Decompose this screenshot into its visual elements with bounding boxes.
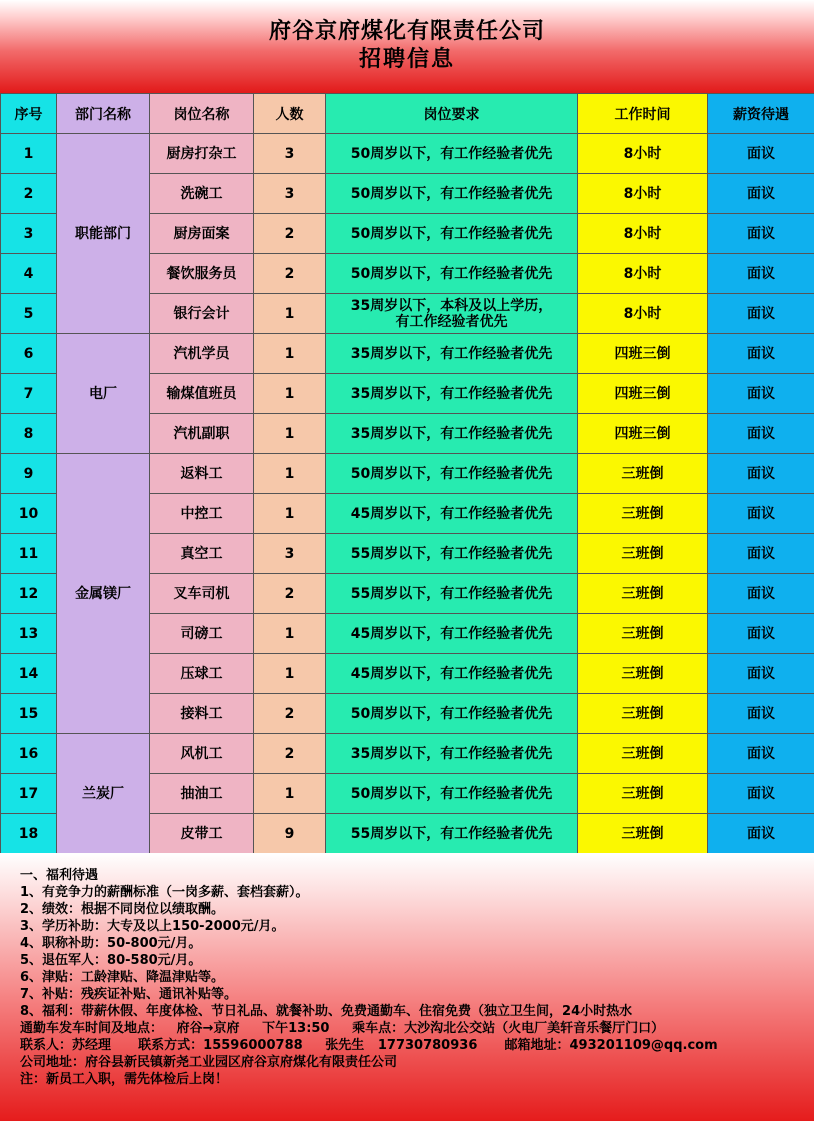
row-requirement: 45周岁以下，有工作经验者优先	[326, 654, 578, 694]
row-requirement: 50周岁以下，有工作经验者优先	[326, 694, 578, 734]
row-position: 中控工	[150, 494, 254, 534]
row-no: 11	[1, 534, 57, 574]
row-no: 5	[1, 294, 57, 334]
row-position: 厨房打杂工	[150, 134, 254, 174]
requirement-line-2: 有工作经验者优先	[395, 313, 508, 330]
row-no: 18	[1, 814, 57, 854]
benefit-line: 1、有竞争力的薪酬标准（一岗多薪、套档套薪）。	[20, 885, 309, 900]
row-salary: 面议	[708, 134, 814, 174]
row-work-time: 三班倒	[578, 734, 708, 774]
row-count: 2	[254, 574, 326, 614]
benefit-line: 5、退伍军人：80-580元/月。	[20, 953, 202, 968]
row-count: 2	[254, 214, 326, 254]
row-salary: 面议	[708, 334, 814, 374]
row-position: 银行会计	[150, 294, 254, 334]
col-header-salary: 薪资待遇	[708, 94, 814, 134]
company-title: 府谷京府煤化有限责任公司	[268, 19, 545, 44]
row-count: 1	[254, 494, 326, 534]
row-count: 1	[254, 614, 326, 654]
benefit-line: 2、绩效：根据不同岗位以绩取酬。	[20, 902, 225, 917]
row-work-time: 三班倒	[578, 574, 708, 614]
row-requirement: 55周岁以下，有工作经验者优先	[326, 814, 578, 854]
row-count: 3	[254, 134, 326, 174]
row-count: 1	[254, 654, 326, 694]
row-work-time: 三班倒	[578, 814, 708, 854]
benefit-line: 7、补贴：残疾证补贴、通讯补贴等。	[20, 987, 238, 1002]
col-header-requirement: 岗位要求	[326, 94, 578, 134]
row-requirement: 35周岁以下，有工作经验者优先	[326, 374, 578, 414]
row-requirement: 55周岁以下，有工作经验者优先	[326, 574, 578, 614]
onboarding-note: 注：新员工入职，需先体检后上岗！	[20, 1072, 229, 1087]
row-requirement: 50周岁以下，有工作经验者优先	[326, 774, 578, 814]
benefit-line: 8、福利：带薪休假、年度体检、节日礼品、就餐补助、免费通勤车、住宿免费（独立卫生间，24小时热水	[20, 1004, 633, 1019]
row-position: 风机工	[150, 734, 254, 774]
col-header-count: 人数	[254, 94, 326, 134]
row-no: 2	[1, 174, 57, 214]
row-requirement: 50周岁以下，有工作经验者优先	[326, 134, 578, 174]
row-position: 输煤值班员	[150, 374, 254, 414]
row-count: 2	[254, 734, 326, 774]
table-header-row	[1, 94, 814, 134]
row-no: 7	[1, 374, 57, 414]
row-salary: 面议	[708, 574, 814, 614]
row-no: 10	[1, 494, 57, 534]
row-no: 13	[1, 614, 57, 654]
table-row	[1, 454, 814, 494]
row-count: 3	[254, 174, 326, 214]
row-position: 返料工	[150, 454, 254, 494]
dept-cell: 金属镁厂	[57, 454, 150, 734]
row-requirement: 45周岁以下，有工作经验者优先	[326, 614, 578, 654]
row-count: 1	[254, 334, 326, 374]
row-count: 1	[254, 294, 326, 334]
row-salary: 面议	[708, 494, 814, 534]
benefit-line: 6、津贴：工龄津贴、降温津贴等。	[20, 970, 225, 985]
row-work-time: 三班倒	[578, 454, 708, 494]
row-position: 厨房面案	[150, 214, 254, 254]
row-requirement: 35周岁以下，有工作经验者优先	[326, 334, 578, 374]
row-requirement	[326, 294, 578, 334]
row-requirement: 50周岁以下，有工作经验者优先	[326, 254, 578, 294]
row-work-time: 8小时	[578, 134, 708, 174]
row-no: 16	[1, 734, 57, 774]
row-work-time: 三班倒	[578, 614, 708, 654]
contact-info: 联系人：苏经理 联系方式：15596000788 张先生 17730780936 邮箱地址：493201109@qq.com	[20, 1038, 718, 1053]
row-no: 6	[1, 334, 57, 374]
row-position: 皮带工	[150, 814, 254, 854]
dept-cell: 兰炭厂	[57, 734, 150, 854]
row-position: 接料工	[150, 694, 254, 734]
row-work-time: 三班倒	[578, 534, 708, 574]
benefits-heading: 一、福利待遇	[20, 868, 99, 883]
row-count: 2	[254, 254, 326, 294]
row-count: 9	[254, 814, 326, 854]
row-salary: 面议	[708, 214, 814, 254]
row-no: 15	[1, 694, 57, 734]
row-salary: 面议	[708, 534, 814, 574]
row-salary: 面议	[708, 614, 814, 654]
row-no: 12	[1, 574, 57, 614]
row-no: 1	[1, 134, 57, 174]
row-no: 8	[1, 414, 57, 454]
benefit-line: 3、学历补助：大专及以上150-2000元/月。	[20, 919, 285, 934]
row-no: 14	[1, 654, 57, 694]
row-salary: 面议	[708, 734, 814, 774]
row-work-time: 8小时	[578, 294, 708, 334]
row-salary: 面议	[708, 414, 814, 454]
dept-cell: 职能部门	[57, 134, 150, 334]
table-row	[1, 134, 814, 174]
row-work-time: 四班三倒	[578, 334, 708, 374]
row-count: 1	[254, 774, 326, 814]
commute-bus-info: 通勤车发车时间及地点： 府谷→京府 下午13:50 乘车点：大沙沟北公交站（火电厂美轩音乐餐厅门口）	[20, 1021, 665, 1036]
row-work-time: 四班三倒	[578, 374, 708, 414]
col-header-no: 序号	[1, 94, 57, 134]
row-work-time: 三班倒	[578, 654, 708, 694]
row-salary: 面议	[708, 174, 814, 214]
row-requirement: 35周岁以下，有工作经验者优先	[326, 414, 578, 454]
row-work-time: 8小时	[578, 254, 708, 294]
row-position: 汽机副职	[150, 414, 254, 454]
row-count: 1	[254, 374, 326, 414]
row-no: 3	[1, 214, 57, 254]
col-header-position: 岗位名称	[150, 94, 254, 134]
row-work-time: 四班三倒	[578, 414, 708, 454]
row-requirement: 50周岁以下，有工作经验者优先	[326, 214, 578, 254]
poster-subtitle: 招聘信息	[358, 47, 455, 72]
row-requirement: 45周岁以下，有工作经验者优先	[326, 494, 578, 534]
row-work-time: 三班倒	[578, 774, 708, 814]
row-position: 抽油工	[150, 774, 254, 814]
poster-header	[0, 0, 814, 93]
job-table	[0, 93, 814, 854]
row-salary: 面议	[708, 254, 814, 294]
row-position: 司磅工	[150, 614, 254, 654]
row-position: 真空工	[150, 534, 254, 574]
row-work-time: 8小时	[578, 174, 708, 214]
col-header-work-time: 工作时间	[578, 94, 708, 134]
row-salary: 面议	[708, 454, 814, 494]
row-salary: 面议	[708, 814, 814, 854]
col-header-dept: 部门名称	[57, 94, 150, 134]
row-count: 2	[254, 694, 326, 734]
row-salary: 面议	[708, 294, 814, 334]
row-count: 1	[254, 414, 326, 454]
row-work-time: 三班倒	[578, 694, 708, 734]
row-work-time: 8小时	[578, 214, 708, 254]
row-no: 17	[1, 774, 57, 814]
benefits-footer	[0, 853, 814, 1121]
row-no: 4	[1, 254, 57, 294]
company-address: 公司地址：府谷县新民镇新尧工业园区府谷京府煤化有限责任公司	[20, 1055, 398, 1070]
benefit-line: 4、职称补助：50-800元/月。	[20, 936, 202, 951]
row-position: 洗碗工	[150, 174, 254, 214]
row-requirement: 50周岁以下，有工作经验者优先	[326, 174, 578, 214]
row-work-time: 三班倒	[578, 494, 708, 534]
row-requirement: 35周岁以下，有工作经验者优先	[326, 734, 578, 774]
row-position: 叉车司机	[150, 574, 254, 614]
row-count: 3	[254, 534, 326, 574]
row-requirement: 50周岁以下，有工作经验者优先	[326, 454, 578, 494]
table-row	[1, 334, 814, 374]
dept-cell: 电厂	[57, 334, 150, 454]
table-row	[1, 734, 814, 774]
row-position: 餐饮服务员	[150, 254, 254, 294]
row-requirement: 55周岁以下，有工作经验者优先	[326, 534, 578, 574]
row-count: 1	[254, 454, 326, 494]
row-salary: 面议	[708, 374, 814, 414]
requirement-line-1: 35周岁以下，本科及以上学历，	[350, 297, 553, 314]
row-position: 压球工	[150, 654, 254, 694]
row-salary: 面议	[708, 694, 814, 734]
row-salary: 面议	[708, 654, 814, 694]
row-no: 9	[1, 454, 57, 494]
row-position: 汽机学员	[150, 334, 254, 374]
row-salary: 面议	[708, 774, 814, 814]
